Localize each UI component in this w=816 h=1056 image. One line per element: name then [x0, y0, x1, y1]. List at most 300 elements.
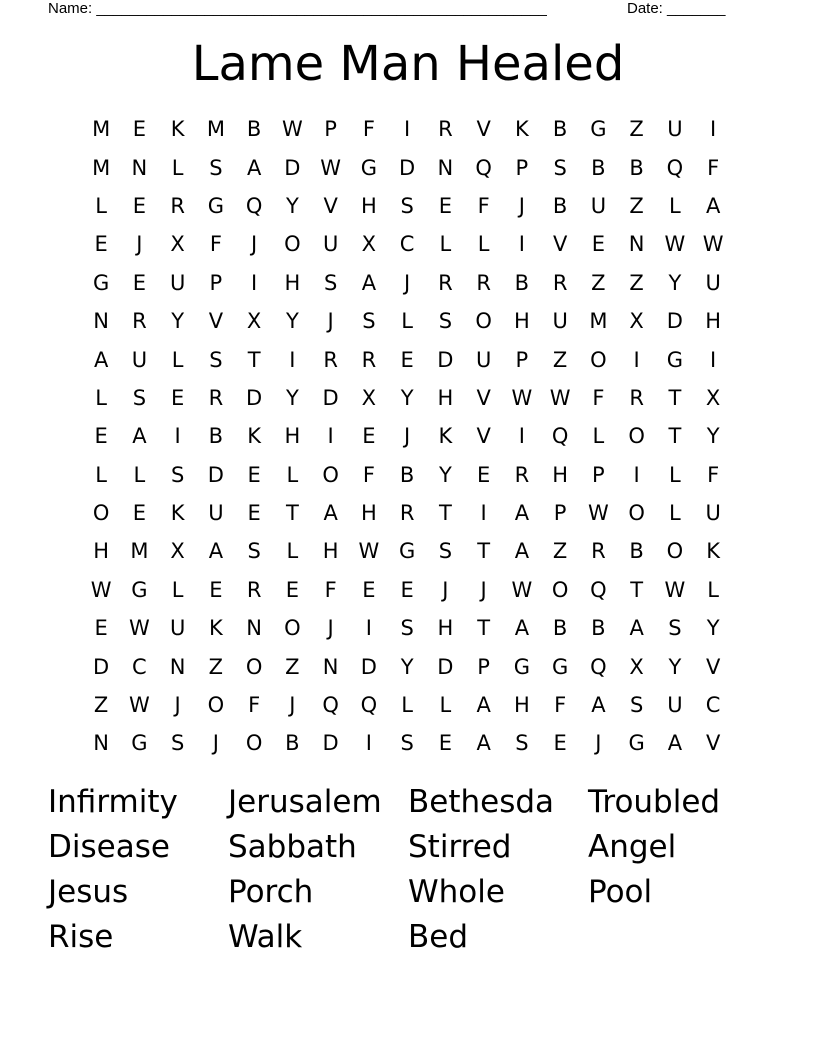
grid-letter: R: [438, 270, 453, 295]
grid-letter: D: [284, 155, 301, 180]
grid-row: [82, 609, 732, 647]
grid-letter: Z: [629, 270, 644, 295]
grid-letter: M: [130, 539, 149, 564]
grid-letter: J: [327, 616, 334, 641]
date-field: Date: _______: [627, 0, 726, 17]
grid-row: [82, 187, 732, 225]
grid-letter: E: [400, 577, 414, 602]
grid-row: [82, 225, 732, 263]
grid-letter: J: [289, 693, 296, 718]
grid-letter: I: [633, 347, 640, 372]
grid-letter: A: [667, 731, 683, 756]
word-list-item: Jerusalem: [228, 784, 382, 820]
grid-letter: E: [438, 193, 453, 218]
grid-letter: A: [514, 501, 530, 526]
grid-letter: L: [171, 347, 184, 372]
grid-letter: F: [477, 193, 490, 218]
grid-letter: J: [327, 309, 334, 334]
grid-letter: L: [95, 193, 107, 218]
grid-letter: A: [208, 539, 224, 564]
grid-letter: E: [247, 462, 261, 487]
grid-row: [82, 456, 732, 494]
grid-letter: C: [705, 693, 721, 718]
grid-letter: V: [476, 424, 491, 449]
grid-row: [82, 724, 732, 762]
grid-letter: G: [590, 117, 607, 142]
grid-letter: W: [128, 616, 150, 641]
grid-letter: P: [553, 501, 567, 526]
grid-row: [82, 647, 732, 685]
grid-letter: S: [209, 347, 223, 372]
grid-letter: G: [360, 155, 378, 180]
grid-letter: E: [132, 193, 147, 218]
grid-letter: B: [552, 616, 568, 641]
grid-letter: V: [476, 117, 491, 142]
grid-letter: X: [705, 385, 721, 410]
grid-letter: H: [552, 462, 569, 487]
grid-letter: U: [475, 347, 492, 372]
grid-letter: O: [207, 693, 225, 718]
grid-letter: B: [591, 155, 606, 180]
name-field: Name: ______________________________________________________: [48, 0, 547, 17]
grid-letter: O: [666, 539, 684, 564]
grid-letter: W: [511, 385, 533, 410]
grid-letter: G: [628, 731, 645, 756]
grid-letter: S: [170, 731, 185, 756]
grid-letter: N: [93, 731, 109, 756]
grid-letter: W: [702, 232, 724, 257]
grid-letter: V: [323, 193, 338, 218]
grid-letter: K: [170, 117, 185, 142]
grid-letter: E: [362, 424, 376, 449]
grid-letter: M: [92, 117, 111, 142]
grid-letter: J: [518, 193, 525, 218]
grid-letter: O: [628, 501, 645, 526]
grid-letter: E: [247, 501, 261, 526]
grid-letter: N: [628, 232, 645, 257]
grid-letter: Q: [360, 693, 378, 718]
word-list: [48, 780, 768, 960]
grid-letter: S: [132, 385, 147, 410]
grid-letter: J: [174, 693, 181, 718]
grid-letter: Y: [668, 654, 682, 679]
grid-letter: O: [628, 424, 645, 449]
grid-letter: R: [476, 270, 491, 295]
grid-letter: L: [401, 309, 413, 334]
grid-letter: P: [592, 462, 605, 487]
grid-row: [82, 571, 732, 609]
grid-row: [82, 148, 732, 186]
grid-row: [82, 494, 732, 532]
grid-letter: X: [361, 385, 377, 410]
grid-letter: F: [592, 385, 605, 410]
grid-letter: Y: [171, 309, 185, 334]
grid-row: [82, 110, 732, 148]
word-list-item: Bethesda: [408, 784, 555, 820]
grid-letter: T: [630, 577, 644, 602]
grid-letter: K: [438, 424, 453, 449]
grid-letter: E: [400, 347, 414, 372]
grid-letter: H: [513, 309, 530, 334]
grid-letter: A: [246, 155, 262, 180]
grid-row: [82, 686, 732, 724]
grid-letter: A: [323, 501, 338, 526]
grid-letter: U: [322, 232, 339, 257]
grid-letter: F: [362, 462, 375, 487]
grid-letter: X: [361, 232, 377, 257]
grid-letter: U: [705, 270, 721, 295]
grid-letter: U: [169, 616, 186, 641]
grid-letter: O: [245, 654, 263, 679]
grid-letter: U: [667, 117, 683, 142]
word-list-item: Troubled: [588, 784, 721, 820]
grid-letter: C: [132, 654, 147, 679]
grid-letter: E: [94, 232, 108, 257]
grid-letter: K: [170, 501, 185, 526]
grid-letter: P: [477, 654, 490, 679]
grid-letter: R: [629, 385, 644, 410]
grid-letter: H: [93, 539, 110, 564]
grid-letter: E: [132, 117, 147, 142]
grid-letter: T: [247, 347, 261, 372]
grid-letter: L: [286, 462, 299, 487]
grid-letter: D: [666, 309, 683, 334]
grid-letter: W: [90, 577, 112, 602]
grid-letter: A: [132, 424, 147, 449]
grid-letter: A: [705, 193, 721, 218]
grid-letter: S: [170, 462, 185, 487]
grid-letter: S: [668, 616, 682, 641]
grid-letter: D: [93, 654, 110, 679]
grid-letter: J: [136, 232, 143, 257]
grid-letter: Y: [706, 424, 720, 449]
page-title: Lame Man Healed: [191, 36, 625, 92]
grid-letter: M: [589, 309, 608, 334]
letter-grid: [82, 110, 732, 763]
grid-letter: X: [629, 654, 644, 679]
header-line: [48, 0, 748, 20]
word-list-item: Angel: [588, 829, 677, 865]
grid-letter: I: [174, 424, 181, 449]
grid-letter: R: [399, 501, 415, 526]
grid-letter: U: [208, 501, 224, 526]
word-list-item: Infirmity: [48, 784, 178, 820]
grid-letter: S: [247, 539, 261, 564]
grid-letter: S: [515, 731, 529, 756]
grid-letter: I: [365, 616, 372, 641]
grid-letter: Z: [285, 654, 300, 679]
grid-letter: Q: [590, 577, 607, 602]
grid-letter: H: [360, 193, 377, 218]
grid-letter: S: [323, 270, 338, 295]
grid-letter: L: [171, 577, 184, 602]
grid-letter: J: [595, 731, 602, 756]
grid-row: [82, 532, 732, 570]
grid-letter: W: [281, 117, 303, 142]
grid-letter: Z: [629, 117, 644, 142]
grid-letter: G: [92, 270, 110, 295]
grid-letter: R: [591, 539, 606, 564]
grid-letter: N: [322, 654, 339, 679]
grid-letter: S: [553, 155, 567, 180]
grid-letter: X: [170, 539, 185, 564]
grid-letter: Z: [591, 270, 606, 295]
grid-letter: E: [362, 577, 376, 602]
grid-letter: G: [207, 193, 225, 218]
grid-letter: L: [707, 577, 719, 602]
grid-letter: V: [552, 232, 568, 257]
grid-letter: H: [705, 309, 722, 334]
grid-letter: I: [404, 117, 411, 142]
grid-letter: B: [552, 193, 568, 218]
grid-letter: I: [289, 347, 296, 372]
grid-letter: Y: [668, 270, 682, 295]
word-list-item: Whole: [408, 874, 505, 910]
grid-letter: S: [400, 193, 414, 218]
word-list-item: Porch: [228, 874, 314, 910]
word-list-item: Jesus: [48, 874, 129, 910]
grid-letter: O: [590, 347, 607, 372]
grid-letter: L: [286, 539, 299, 564]
grid-letter: N: [437, 155, 454, 180]
grid-letter: T: [668, 424, 682, 449]
grid-letter: O: [475, 309, 492, 334]
grid-letter: B: [399, 462, 415, 487]
grid-letter: S: [209, 155, 223, 180]
grid-letter: E: [285, 577, 300, 602]
grid-letter: B: [629, 155, 644, 180]
grid-letter: Q: [245, 193, 263, 218]
grid-letter: W: [549, 385, 571, 410]
grid-letter: V: [208, 309, 224, 334]
grid-letter: P: [209, 270, 223, 295]
grid-letter: L: [477, 232, 490, 257]
grid-letter: Y: [285, 193, 299, 218]
grid-letter: A: [629, 616, 644, 641]
grid-letter: Y: [285, 385, 299, 410]
grid-letter: T: [285, 501, 299, 526]
grid-letter: O: [284, 616, 301, 641]
grid-letter: D: [322, 731, 339, 756]
grid-letter: I: [710, 117, 717, 142]
grid-letter: O: [245, 731, 263, 756]
grid-letter: W: [128, 693, 150, 718]
grid-letter: M: [92, 155, 111, 180]
grid-letter: O: [284, 232, 301, 257]
grid-letter: D: [437, 654, 454, 679]
grid-letter: Q: [551, 424, 569, 449]
grid-letter: F: [707, 462, 720, 487]
grid-letter: Y: [706, 616, 720, 641]
grid-row: [82, 340, 732, 378]
grid-letter: S: [400, 616, 414, 641]
grid-letter: K: [247, 424, 262, 449]
grid-letter: B: [514, 270, 530, 295]
grid-letter: Q: [475, 155, 492, 180]
grid-letter: W: [664, 232, 686, 257]
grid-letter: D: [437, 347, 454, 372]
grid-letter: D: [207, 462, 224, 487]
grid-letter: J: [404, 270, 411, 295]
grid-letter: L: [669, 193, 681, 218]
grid-row: [82, 379, 732, 417]
grid-letter: P: [515, 155, 529, 180]
grid-letter: K: [706, 539, 721, 564]
word-list-item: Rise: [48, 919, 114, 955]
grid-letter: Y: [400, 654, 414, 679]
grid-letter: I: [633, 462, 640, 487]
grid-letter: E: [132, 501, 147, 526]
grid-letter: L: [171, 155, 184, 180]
grid-letter: U: [667, 693, 683, 718]
grid-letter: W: [511, 577, 533, 602]
grid-letter: H: [437, 616, 454, 641]
grid-row: [82, 417, 732, 455]
grid-letter: E: [94, 616, 108, 641]
grid-letter: B: [552, 117, 568, 142]
grid-letter: X: [170, 232, 185, 257]
grid-letter: D: [399, 155, 416, 180]
grid-row: [82, 264, 732, 302]
grid-letter: R: [208, 385, 224, 410]
grid-letter: U: [131, 347, 148, 372]
grid-letter: V: [705, 654, 721, 679]
grid-letter: R: [170, 193, 185, 218]
grid-letter: O: [551, 577, 569, 602]
grid-letter: Q: [322, 693, 339, 718]
grid-letter: C: [399, 232, 415, 257]
grid-letter: L: [669, 501, 681, 526]
grid-letter: E: [553, 731, 567, 756]
word-list-item: Sabbath: [228, 829, 357, 865]
grid-letter: B: [591, 616, 606, 641]
grid-letter: Z: [93, 693, 109, 718]
grid-letter: I: [518, 232, 525, 257]
grid-letter: O: [322, 462, 339, 487]
grid-letter: L: [95, 462, 107, 487]
grid-letter: L: [439, 693, 452, 718]
grid-letter: W: [320, 155, 341, 180]
grid-letter: Q: [590, 654, 607, 679]
grid-letter: E: [591, 232, 606, 257]
grid-letter: E: [94, 424, 108, 449]
grid-letter: W: [587, 501, 609, 526]
grid-letter: A: [361, 270, 377, 295]
grid-letter: F: [554, 693, 567, 718]
grid-letter: K: [514, 117, 529, 142]
grid-letter: H: [322, 539, 339, 564]
grid-letter: Y: [438, 462, 452, 487]
grid-letter: H: [360, 501, 377, 526]
word-list-item: Bed: [408, 919, 469, 955]
grid-letter: N: [246, 616, 262, 641]
grid-letter: Z: [552, 539, 568, 564]
grid-letter: W: [358, 539, 380, 564]
grid-letter: R: [246, 577, 262, 602]
grid-letter: W: [664, 577, 686, 602]
grid-letter: J: [212, 731, 219, 756]
word-list-item: Walk: [228, 919, 303, 955]
grid-letter: R: [132, 309, 147, 334]
grid-letter: R: [552, 270, 568, 295]
grid-letter: I: [480, 501, 487, 526]
grid-letter: U: [169, 270, 186, 295]
grid-letter: G: [131, 731, 148, 756]
grid-letter: I: [327, 424, 334, 449]
grid-letter: D: [246, 385, 263, 410]
grid-letter: H: [284, 424, 301, 449]
grid-letter: N: [131, 155, 148, 180]
grid-letter: T: [438, 501, 452, 526]
grid-letter: R: [361, 347, 377, 372]
grid-letter: F: [362, 117, 375, 142]
word-list-item: Stirred: [408, 829, 512, 865]
grid-letter: I: [365, 731, 372, 756]
grid-letter: J: [442, 577, 449, 602]
grid-letter: S: [400, 731, 414, 756]
grid-letter: Z: [208, 654, 224, 679]
grid-letter: Q: [666, 155, 684, 180]
word-list-item: Pool: [588, 874, 653, 910]
grid-letter: A: [476, 731, 491, 756]
grid-letter: L: [133, 462, 146, 487]
grid-letter: Y: [400, 385, 414, 410]
grid-letter: T: [477, 616, 491, 641]
grid-letter: K: [208, 616, 223, 641]
grid-letter: R: [438, 117, 453, 142]
grid-letter: G: [551, 654, 569, 679]
grid-letter: I: [251, 270, 258, 295]
grid-letter: I: [710, 347, 717, 372]
grid-letter: B: [285, 731, 300, 756]
grid-letter: A: [591, 693, 606, 718]
grid-letter: Y: [285, 309, 299, 334]
grid-letter: H: [284, 270, 301, 295]
grid-letter: U: [552, 309, 568, 334]
grid-letter: G: [666, 347, 684, 372]
grid-letter: L: [669, 462, 681, 487]
grid-letter: E: [476, 462, 491, 487]
grid-letter: E: [438, 731, 453, 756]
grid-letter: S: [438, 539, 453, 564]
grid-letter: B: [629, 539, 644, 564]
grid-letter: A: [93, 347, 109, 372]
grid-letter: G: [131, 577, 148, 602]
grid-letter: T: [668, 385, 682, 410]
word-list-item: Disease: [48, 829, 170, 865]
grid-letter: A: [514, 539, 530, 564]
grid-letter: N: [169, 654, 186, 679]
grid-letter: F: [248, 693, 261, 718]
grid-letter: J: [480, 577, 487, 602]
grid-letter: A: [476, 693, 491, 718]
grid-letter: J: [404, 424, 411, 449]
grid-letter: R: [323, 347, 338, 372]
grid-letter: F: [707, 155, 720, 180]
grid-letter: V: [476, 385, 491, 410]
grid-letter: D: [360, 654, 377, 679]
grid-letter: Z: [552, 347, 568, 372]
grid-letter: M: [206, 117, 225, 142]
grid-letter: E: [209, 577, 223, 602]
grid-letter: F: [209, 232, 222, 257]
grid-letter: F: [324, 577, 337, 602]
grid-letter: H: [437, 385, 454, 410]
grid-letter: A: [514, 616, 530, 641]
grid-letter: Z: [629, 193, 644, 218]
grid-letter: V: [705, 731, 721, 756]
grid-letter: G: [398, 539, 416, 564]
